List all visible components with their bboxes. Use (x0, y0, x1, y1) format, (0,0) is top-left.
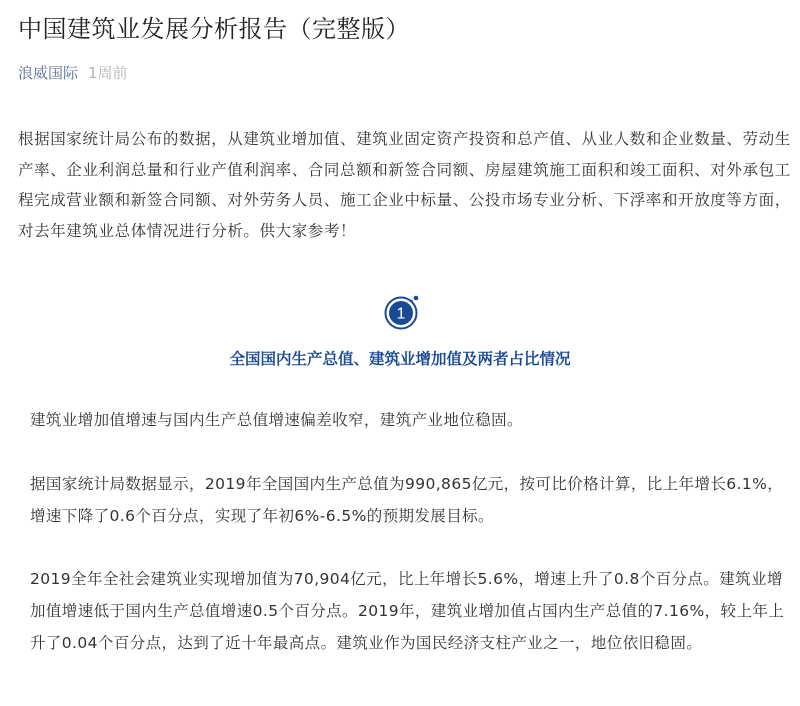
intro-paragraph: 根据国家统计局公布的数据，从建筑业增加值、建筑业固定资产投资和总产值、从业人数和企业数量、劳动生产率、企业利润总量和行业产值利润率、合同总额和新签合同额、房屋建筑施工面积和竣工面积、对外承包工程完成营业额和新签合同额、对外劳务人员、施工企业中标量、公投市场专业分析、下浮率和开放度等方面，对去年建筑业总体情况进行分析。供大家参考！ (18, 130, 791, 240)
section-number-badge (383, 293, 421, 331)
body-paragraph: 建筑业增加值增速与国内生产总值增速偏差收窄，建筑产业地位稳固。 (30, 411, 523, 429)
publish-time: 1周前 (88, 64, 128, 82)
section-heading: 全国国内生产总值、建筑业增加值及两者占比情况 (229, 350, 571, 368)
body-paragraph: 2019全年全社会建筑业实现增加值为70,904亿元，比上年增长5.6%，增速上升了0.8个百分点。建筑业增加值增速低于国内生产总值增速0.5个百分点。2019年，建筑业增加值占国内生产总值的7.16%，较上年上升了0.04个百分点，达到了近十年最高点。建筑业作为国民经济支柱产业之一，地位依旧稳固。 (30, 570, 785, 652)
article-title: 中国建筑业发展分析报告（完整版） (18, 15, 410, 43)
article-meta (18, 62, 128, 83)
author-link[interactable]: 浪威国际 (18, 64, 79, 82)
body-paragraph: 据国家统计局数据显示，2019年全国国内生产总值为990,865亿元，按可比价格计算，比上年增长6.1%，增速下降了0.6个百分点，实现了年初6%-6.5%的预期发展目标。 (30, 475, 784, 525)
section-number: 1 (396, 305, 406, 323)
